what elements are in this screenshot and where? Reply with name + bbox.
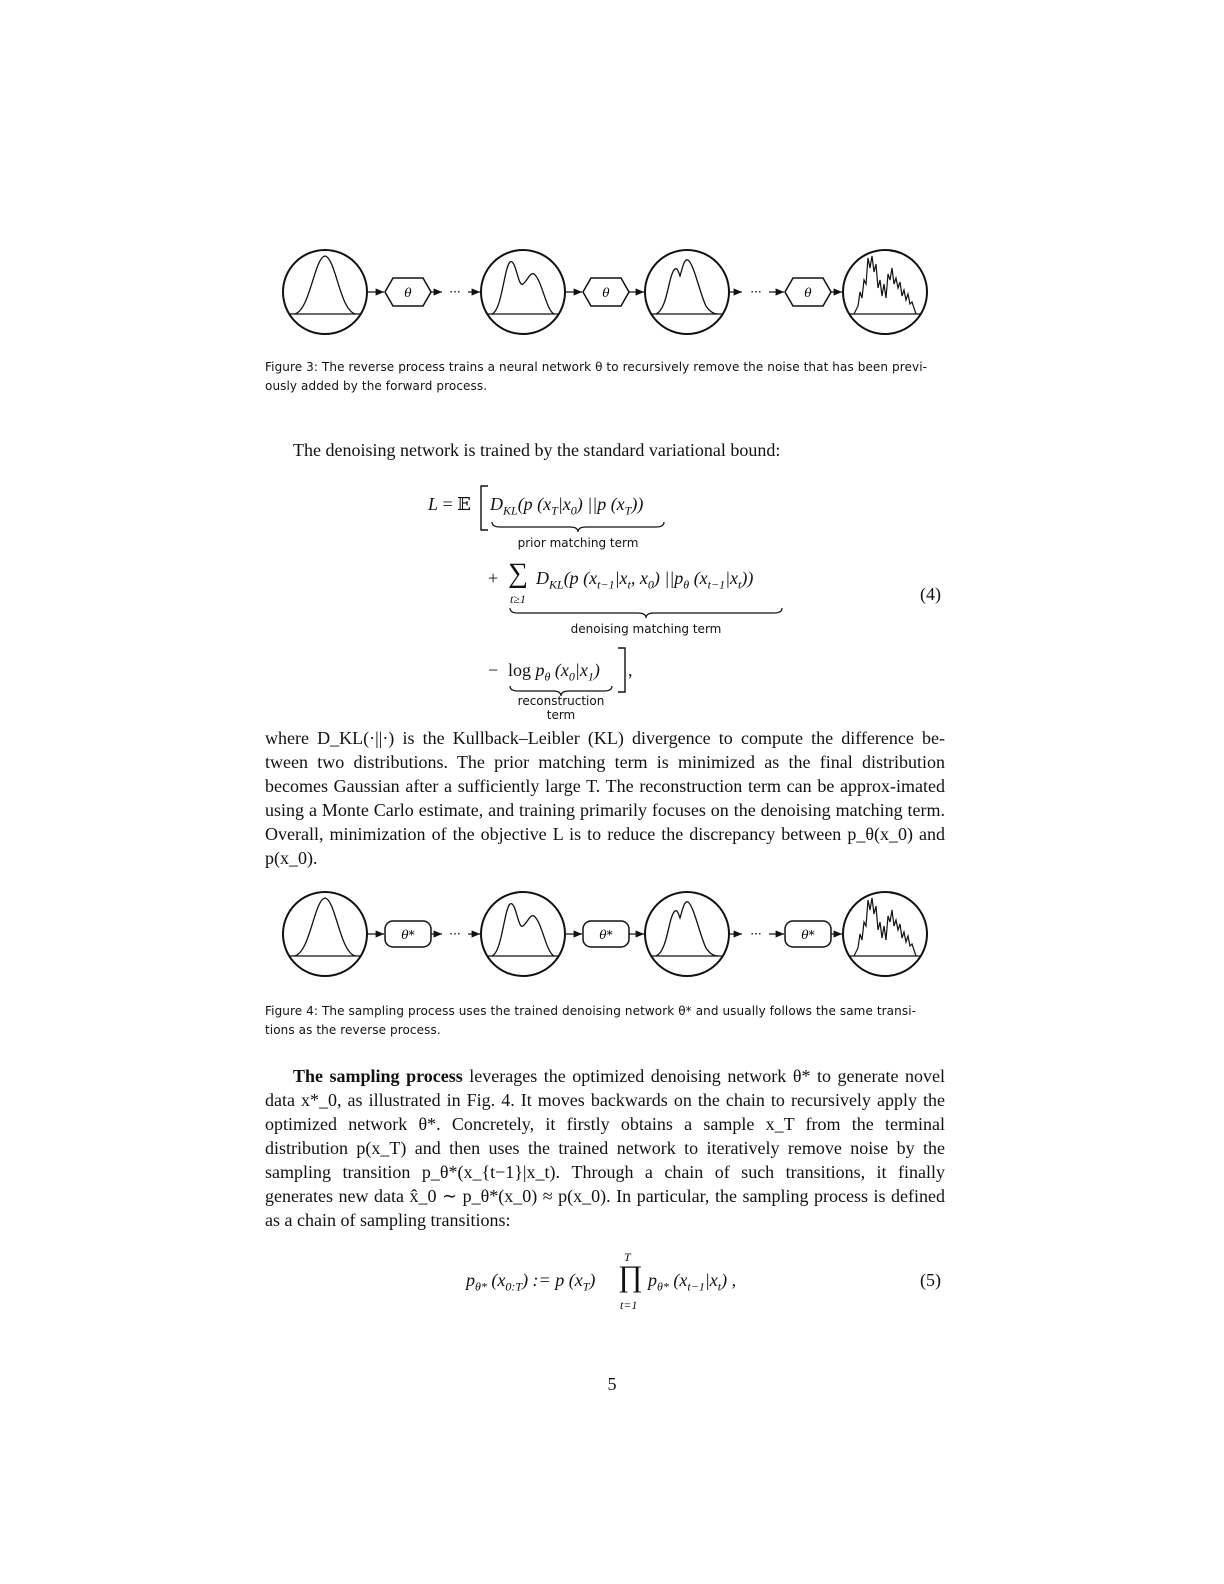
sum-subscript: t≥1 — [510, 592, 526, 606]
data-node-circle — [843, 250, 927, 334]
page-number: 5 — [607, 1374, 617, 1394]
right-bracket — [616, 646, 628, 694]
product-symbol: ∏ — [618, 1260, 643, 1293]
figure-3-diagram — [280, 244, 932, 340]
left-bracket — [478, 484, 490, 532]
reconstruction-term-label: reconstruction term — [517, 694, 605, 722]
network-hexagon — [385, 278, 431, 306]
ellipsis: ··· — [750, 927, 762, 941]
paragraph-kl-divergence: where D_KL(·||·) is the Kullback–Leibler (KL) divergence to compute the difference be-tween two distributions. The prior matching term is minimized as the final distribution becomes Gaussian after a sufficiently large T. The reconstruction term can be approx-imated using a Monte Carlo estimate, and training primarily focuses on the denoising matching term. Overall, minimization of the objective L is to reduce the discrepancy between p_θ(x_0) and p(x_0). — [265, 728, 945, 868]
theta-star-label: θ* — [401, 928, 415, 942]
bimodal-node-circle — [645, 250, 729, 334]
figure-3-svg — [280, 244, 932, 340]
theta-label: θ — [404, 286, 412, 300]
equation-number-4: (4) — [920, 584, 941, 604]
underbrace — [508, 606, 784, 620]
trained-network-box — [785, 921, 831, 947]
network-hexagon — [785, 278, 831, 306]
plus-sign: + — [488, 568, 499, 588]
theta-star-label: θ* — [599, 928, 613, 942]
data-node-circle — [843, 892, 927, 976]
minus-sign: − — [488, 660, 499, 680]
prior-matching-term-label: prior matching term — [517, 536, 639, 550]
paragraph-sampling-process — [265, 1064, 945, 1232]
bimodal-node-circle — [481, 250, 565, 334]
prior-matching-expression: $D_{KL}(p$ $(x_T|x_0)$ ||p $(x_T)$) — [490, 494, 644, 518]
ellipsis: ··· — [449, 285, 461, 299]
gaussian-node-circle — [283, 892, 367, 976]
ellipsis: ··· — [449, 927, 461, 941]
eq5-rhs: $p_{\theta*}$ $(x_{t-1}|x_t)$ , — [648, 1270, 737, 1294]
sampling-process-heading: The sampling process — [293, 1066, 463, 1086]
denoising-matching-expression: $D_{KL}(p$ ($x_{t-1}|x_t$, $x_0$) $||p_\theta$ $(x_{t-1}|x_t)$) — [536, 568, 754, 592]
intro-sentence: The denoising network is trained by the standard variational bound: — [293, 440, 781, 460]
equation-number-5: (5) — [920, 1270, 941, 1290]
eq5-lhs: $p_{\theta*}$ $(x_{0:T})$ := p $(x_T)$ — [466, 1270, 596, 1294]
sampling-process-text: leverages the optimized denoising network θ* to generate novel data x*_0, as illustrated in Fig. 4. It moves backwards on the chain to recursively apply the optimized network θ*. Concretely, it firstly obtains a sample x_T from the terminal distribution p(x_T) and then uses the trained network to iteratively remove noise by the sampling transition p_θ*(x_{t−1}|x_t). Through a chain of such transitions, it finally generates new data x̂_0 ∼ p_θ*(x_0) ≈ p(x_0). In particular, the sampling process is defined as a chain of sampling transitions: — [265, 1066, 945, 1230]
ellipsis: ··· — [750, 285, 762, 299]
denoising-matching-term-label: denoising matching term — [570, 622, 722, 636]
figure-4-diagram — [280, 886, 932, 982]
theta-label: θ — [804, 286, 812, 300]
figure-4-svg — [280, 886, 932, 982]
figure-4-caption: Figure 4: The sampling process uses the trained denoising network θ* and usually follows the same transi-tions as the reverse process. — [265, 1004, 917, 1037]
theta-star-label: θ* — [801, 928, 815, 942]
underbrace — [490, 520, 666, 534]
reconstruction-expression: $\log p_\theta$ $(x_0|x_1)$ — [508, 660, 600, 684]
bimodal-node-circle — [645, 892, 729, 976]
theta-label: θ — [602, 286, 610, 300]
bimodal-node-circle — [481, 892, 565, 976]
sum-symbol: ∑ — [508, 558, 528, 589]
trained-network-box — [385, 921, 431, 947]
product-lower-limit: t=1 — [620, 1298, 638, 1312]
figure-3-caption: Figure 3: The reverse process trains a neural network θ to recursively remove the noise that has been previ-ously added by the forward process. — [265, 360, 928, 393]
product-upper-limit: T — [624, 1250, 631, 1264]
network-hexagon — [583, 278, 629, 306]
gaussian-node-circle — [283, 250, 367, 334]
trained-network-box — [583, 921, 629, 947]
